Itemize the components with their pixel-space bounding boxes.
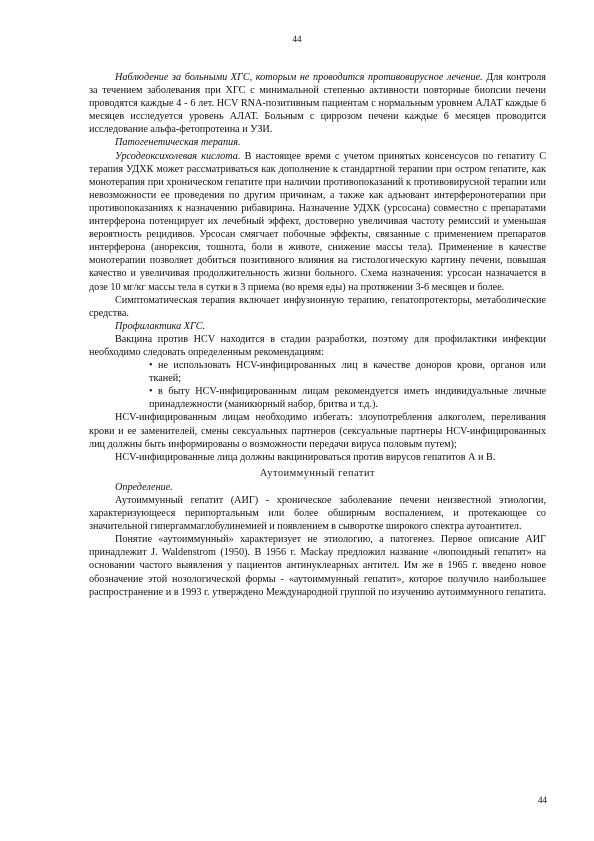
heading-pathogenetic-therapy: Патогенетическая терапия. (115, 137, 241, 149)
heading-definition: Определение. (115, 481, 173, 493)
udca-heading: Урсодеоксихолевая кислота. (115, 150, 241, 162)
page-number-top: 44 (292, 34, 302, 44)
list-item: • в быту HCV-инфицированным лицам рекомендуется иметь индивидуальные личные принадлежности (маникюрный набор, бритва и т.д.). (149, 386, 546, 411)
udca-text: В настоящее время с учетом принятых консенсусов по гепатиту С терапия УДХК может рассматриваться как дополнение к стандартной терапии при остром гепатите, как монотерапия при хроническом гепатите при наличии противопоказаний к противовирусной терапии или невозможности ее проведения по другим причинам, а также как адъювант интерферонотерапии при противопоказаниях к назначению рибавирина. Назначение УДХК (урсосана) совместно с препаратами интерферона потенцирует их лечебный эффект, достоверно увеличивая частоту ремиссий и уменьшая вероятность рецидивов. Урсосан смягчает побочные эффекты, связанные с применением препаратов интерферона (анорексия, тошнота, боли в животе, снижение массы тела). Применение в качестве монотерапии позволяет добиться позитивного влияния на гистологическую картину печени, повышая качество и увеличивая продолжительность жизни больного. Схема назначения: урсосан назначается в дозе 10 мг/кг массы тела в сутки в 3 приема (во время еды) на протяжении 3-6 месяцев и более. (89, 150, 547, 293)
paragraph-history: Понятие «аутоиммунный» характеризует не этиологию, а патогенез. Первое описание АИГ принадлежит J. Waldenstrom (1950). В 1956 г. Mackay предложил название «люпоидный гепатит» на основании частого выявления у пациентов антинуклеарных антител. Им же в 1965 г. введено новое обозначение этой нозологической формы - «аутоиммунный гепатит», которое получило наибольшее распространение и в 1993 г. утверждено Международной группой по изучению аутоиммунного гепатита. (89, 534, 546, 598)
page-number-bottom: 44 (538, 795, 547, 805)
paragraph-avoid: HCV-инфицированным лицам необходимо избегать: злоупотребления алкоголем, переливания крови и ее заменителей, смены сексуальных партнеров (сексуальные партнеры HCV-инфицированных лиц должны быть информированы о возможности передачи вируса половым путем); (89, 412, 546, 450)
section-title: Аутоиммунный гепатит (259, 467, 376, 479)
paragraph-vaccinate: HCV-инфицированные лица должны вакцинироваться против вирусов гепатитов А и В. (115, 451, 496, 463)
list-item: • не использовать HCV-инфицированных лиц в качестве доноров крови, органов или тканей; (149, 360, 546, 385)
observation-text: Для контроля за течением заболевания при ХГС с минимальной степенью активности повторные биопсии печени проводятся каждые 4 - 6 лет. HCV RNA-позитивным пациентам с нормальным уровнем АЛАТ каждые 6 месяцев исследуется уровень АЛАТ. Больным с циррозом печени каждые 6 месяцев проводится исследование альфа-фетопротеина и УЗИ. (89, 72, 546, 136)
recommendation-list (89, 359, 546, 411)
paragraph-symptomatic: Симптоматическая терапия включает инфузионную терапию, гепатопротекторы, метаболические средства. (89, 294, 546, 319)
paragraph-udca (89, 150, 546, 294)
document-body (89, 71, 546, 599)
heading-prevention: Профилактика ХГС. (115, 320, 206, 332)
observation-heading: Наблюдение за больными ХГС, которым не проводится противовирусное лечение. (115, 72, 483, 83)
paragraph-observation (89, 71, 546, 136)
paragraph-vaccine: Вакцина против HCV находится в стадии разработки, поэтому для профилактики инфекции необходимо следовать определенным рекомендациям: (89, 333, 546, 358)
paragraph-definition: Аутоиммунный гепатит (АИГ) - хроническое заболевание печени неизвестной этиологии, характеризующееся перипортальным или более обширным воспалением, и протекающее со значительной гипергаммаглобулинемией и появлением в сыворотке широкого спектра аутоантител. (89, 495, 546, 533)
